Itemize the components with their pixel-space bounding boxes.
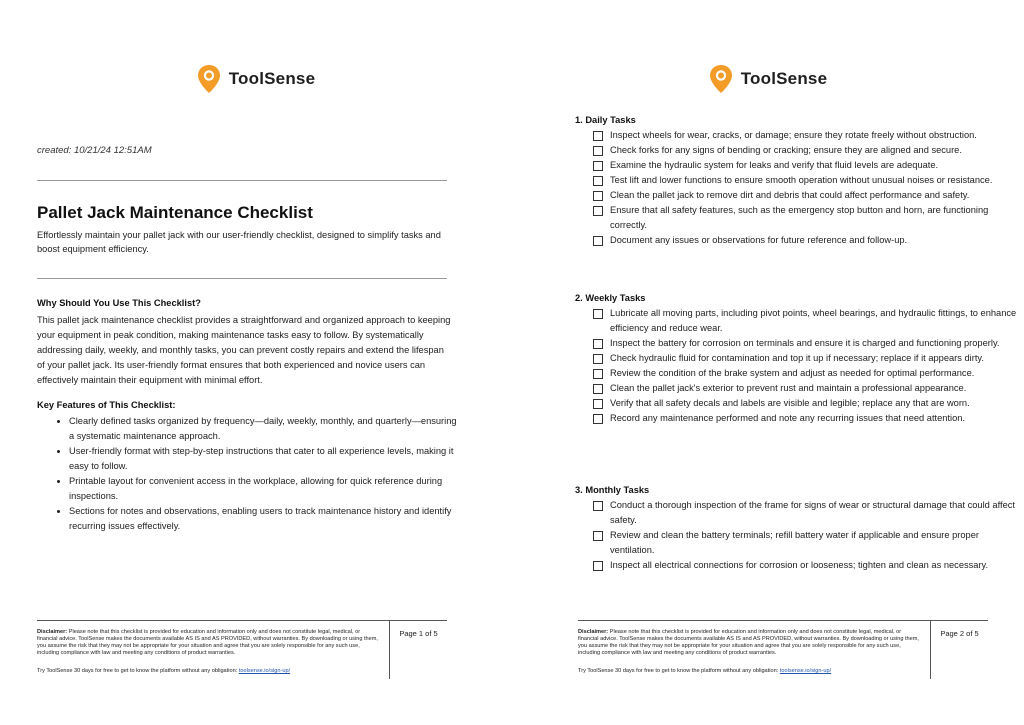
page-footer [578,620,988,679]
features-list [55,414,464,534]
why-heading: Why Should You Use This Checklist? [37,298,201,308]
task-checkbox[interactable] [593,131,603,141]
list-item: • Sections for notes and observations, enabling users to track maintenance history and identify recurring issues effectively. [69,504,464,534]
toolsense-logo [512,62,1024,96]
divider [37,278,447,279]
page-number: Page 2 of 5 [930,621,988,679]
list-item: • Printable layout for convenient access in the workplace, allowing for quick reference during inspections. [69,474,464,504]
trial-note [578,668,923,674]
task-item: Inspect the battery for corrosion on terminals and ensure it is charged and functioning properly. [593,336,1018,351]
list-item: • Clearly defined tasks organized by frequency—daily, weekly, monthly, and quarterly—ensuring a systematic maintenance approach. [69,414,464,444]
task-checkbox[interactable] [593,161,603,171]
brand-name: ToolSense [740,69,828,88]
disclaimer [37,629,382,657]
task-item: Check hydraulic fluid for contamination and top it up if necessary; replace if it appears dirty. [593,351,1018,366]
trial-text: Try ToolSense 30 days for free to get to know the platform without any obligation: [37,668,239,674]
task-item: Review and clean the battery terminals; refill battery water if applicable and ensure proper ventilation. [593,528,1018,558]
task-checkbox[interactable] [593,176,603,186]
signup-link[interactable]: toolsense.io/sign-up/ [779,668,832,674]
task-checkbox[interactable] [593,414,603,424]
task-item: Clean the pallet jack's exterior to prevent rust and maintain a professional appearance. [593,381,1018,396]
task-item: Document any issues or observations for future reference and follow-up. [593,233,1018,248]
task-checkbox[interactable] [593,191,603,201]
task-item: Test lift and lower functions to ensure smooth operation without unusual noises or resistance. [593,173,1018,188]
task-checkbox[interactable] [593,309,603,319]
task-checkbox[interactable] [593,399,603,409]
list-item: • User-friendly format with step-by-step instructions that cater to all experience levels, making it easy to follow. [69,444,464,474]
disclaimer [578,629,923,657]
task-item: Conduct a thorough inspection of the frame for signs of wear or structural damage that could affect safety. [593,498,1018,528]
task-item: Check forks for any signs of bending or cracking; ensure they are aligned and secure. [593,143,1018,158]
document-page-2 [512,0,1024,725]
task-checkbox[interactable] [593,354,603,364]
disclaimer-text: Please note that this checklist is provided for education and information only and does not constitute legal, medical, or financial advice. ToolSense makes the documents available AS IS and AS PROVIDED, without warranties. By downloading or using them, you assume the risk that they may not be appropriate for your situation and agree that you are solely responsible for any such use, including compliance with law and meeting any conditions of product warranties. [578,629,919,656]
task-checkbox[interactable] [593,206,603,216]
task-item: Ensure that all safety features, such as the emergency stop button and horn, are functioning correctly. [593,203,1018,233]
page-title: Pallet Jack Maintenance Checklist [37,203,313,222]
task-checkbox[interactable] [593,146,603,156]
signup-link[interactable]: toolsense.io/sign-up/ [238,668,291,674]
task-item: Review the condition of the brake system and adjust as needed for optimal performance. [593,366,1018,381]
weekly-heading: 2. Weekly Tasks [575,293,646,303]
task-item: Lubricate all moving parts, including pivot points, wheel bearings, and hydraulic fittings, to enhance efficiency and reduce wear. [593,306,1018,336]
task-item: Examine the hydraulic system for leaks and verify that fluid levels are adequate. [593,158,1018,173]
features-heading: Key Features of This Checklist: [37,400,176,410]
task-checkbox[interactable] [593,369,603,379]
page-footer [37,620,447,679]
task-item: Verify that all safety decals and labels are visible and legible; replace any that are worn. [593,396,1018,411]
daily-heading: 1. Daily Tasks [575,115,636,125]
task-checkbox[interactable] [593,561,603,571]
task-item: Record any maintenance performed and note any recurring issues that need attention. [593,411,1018,426]
task-item: Clean the pallet jack to remove dirt and debris that could affect performance and safety. [593,188,1018,203]
task-checkbox[interactable] [593,339,603,349]
task-item: Inspect all electrical connections for corrosion or looseness; tighten and clean as necessary. [593,558,1018,573]
location-pin-icon [197,64,221,94]
toolsense-logo [0,62,512,96]
weekly-task-list [593,306,1018,426]
brand-name: ToolSense [228,69,316,88]
disclaimer-label: Disclaimer: [37,629,68,635]
disclaimer-label: Disclaimer: [578,629,609,635]
location-pin-icon [709,64,733,94]
task-item: Inspect wheels for wear, cracks, or damage; ensure they rotate freely without obstruction. [593,128,1018,143]
task-checkbox[interactable] [593,501,603,511]
monthly-heading: 3. Monthly Tasks [575,485,650,495]
daily-task-list [593,128,1018,248]
page-number: Page 1 of 5 [389,621,447,679]
created-timestamp: created: 10/21/24 12:51AM [37,145,152,156]
task-checkbox[interactable] [593,236,603,246]
task-checkbox[interactable] [593,384,603,394]
monthly-task-list [593,498,1018,573]
trial-note [37,668,382,674]
divider [37,180,447,181]
page-subtitle: Effortlessly maintain your pallet jack with our user-friendly checklist, designed to simplify tasks and boost equipment efficiency. [37,230,441,254]
disclaimer-text: Please note that this checklist is provided for education and information only and does not constitute legal, medical, or financial advice. ToolSense makes the documents available AS IS and AS PROVIDED, without warranties. By downloading or using them, you assume the risk that they may not be appropriate for your situation and agree that you are solely responsible for any such use, including compliance with law and meeting any conditions of product warranties. [37,629,378,656]
why-paragraph: This pallet jack maintenance checklist provides a straightforward and organized approach to keeping your equipment in peak condition, making maintenance tasks easy to follow. By systematically addressing daily, weekly, and monthly tasks, you can prevent costly repairs and extend the lifespan of your pallet jack. Its user-friendly format ensures that both experienced and novice users can effectively maintain their equipment with minimal effort. [37,315,451,385]
task-checkbox[interactable] [593,531,603,541]
trial-text: Try ToolSense 30 days for free to get to know the platform without any obligation: [578,668,780,674]
